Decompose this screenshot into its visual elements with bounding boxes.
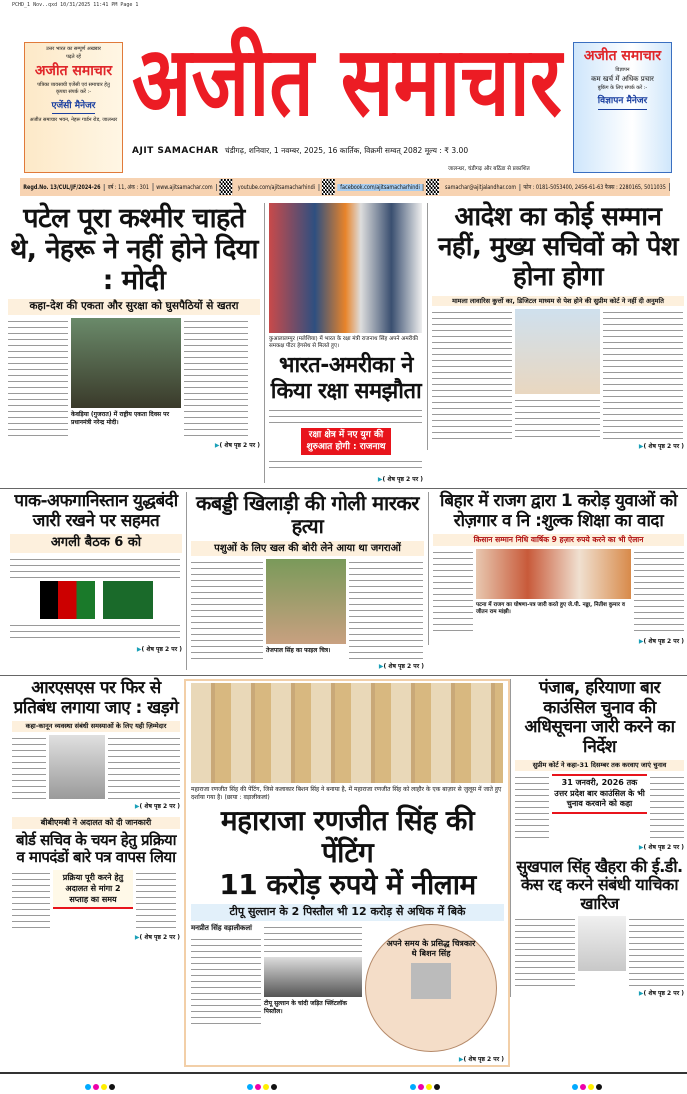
registration-dots [84,1075,116,1094]
continued-link[interactable]: ▶( शेष पृष्ठ 2 पर ) [638,843,684,851]
ranjit-singh-painting [191,683,503,783]
photo-caption: केवड़िया (गुजरात) में राष्ट्रीय एकता दिवस पर प्रधानमंत्री नरेन्द्र मोदी। [71,410,170,426]
website-link[interactable]: www.ajitsamachar.com [153,184,217,191]
continued-link[interactable]: ▶( शेष पृष्ठ 2 पर ) [134,802,180,810]
court-headline: आदेश का कोई सम्मान नहीं, मुख्य सचिवों को पेश होना होगा [437,202,679,292]
ad-text: पत्रिका व्यवसायी एजेंसी एवं समाचार हेतु [37,81,110,88]
painting-caption [191,786,504,802]
modi-story [0,203,264,449]
article-body [8,318,68,438]
ad-text: उत्तर भारत का सम्पूर्ण अखबार [46,46,101,52]
rss-body [12,735,180,799]
rss-subheadline: कहा-कानून व्यवस्था संबंधी समस्याओं के लिए यही ज़िम्मेदार [12,721,180,731]
registration-dots [246,1075,278,1094]
bihar-subheadline: किसान सम्मान निधि वार्षिक 9 हज़ार रुपये करने का भी ऐलान [433,534,684,546]
defense-photo [269,203,422,333]
ad-brand: अजीत समाचार [34,63,113,79]
bishan-singh-circle [365,924,497,1052]
print-color-bar [19,1080,669,1090]
modi-photo [71,318,181,408]
continued-link[interactable]: ▶( शेष पृष्ठ 2 पर ) [638,443,684,451]
dateline [132,146,568,156]
ad-contact: अजीत समाचार भवन, नेहरू गार्डन रोड, जालन्धर [29,117,118,124]
ad-text: कम खर्च में अधिक प्रचार [591,75,654,84]
article-body [349,559,423,659]
byline: मनप्रीत सिंह वड़ालीकलां [191,923,252,932]
article-body [603,309,683,439]
facebook-link[interactable]: facebook.com/ajitsamacharhindi [337,184,424,191]
kabaddi-subheadline: पशुओं के लिए खल की बोरी लेने आया था जगराओं [191,541,424,556]
punjab-highlight-box: 31 जनवरी, 2026 तक उत्तर प्रदेश बार काउंसिल के भी चुनाव करवाने को कहा [552,774,647,814]
published-from: जालन्धर, चंडीगढ़ और बठिंडा से प्रकाशित [448,166,530,172]
right-ad-box [573,42,672,173]
circle-title: अपने समय के प्रसिद्ध चित्रकार थे बिशन सिंह [386,938,476,959]
bihar-headline: बिहार में राजग द्वारा 1 करोड़ युवाओं को रोज़गार व नि :शुल्क शिक्षा का वादा [439,491,678,531]
kabaddi-headline: कबड्डी खिलाड़ी की गोली मारकर हत्या [196,491,419,539]
bbmb-highlight-box: प्रक्रिया पूरी करने हेतु अदालत से मांगा 2 सप्ताह का समय [53,870,133,910]
photo-caption: पटना में राजग का घोषणा-पत्र जारी करते हुए जे.पी. नड्डा, नितीश कुमार व जीतन राम मांझी। [476,602,625,616]
ad-text: पढ़ते रहें [66,53,81,60]
bishan-singh-portrait [411,963,451,999]
registration-dots [409,1075,441,1094]
date-price: चंडीगढ़, शनिवार, 1 नवम्बर, 2025, 16 कार्तिक, विक्रमी सम्वत् 2082 मूल्य : ₹ 3.00 [224,146,469,155]
khaira-headline: सुखपाल सिंह खैहरा की ई.डी. केस रद्द करने संबंधी याचिका खारिज [516,856,683,913]
modi-body [8,318,260,438]
photo-caption: कुआलालम्पुर (मलेशिया) में भारत के रक्षा मंत्री राजनाथ सिंह अपने अमरीकी समकक्ष पीटर हेगसेथ से मिलते हुए। [269,336,418,350]
article-body [264,924,362,954]
continued-link[interactable]: ▶( शेष पृष्ठ 2 पर ) [136,646,182,654]
registration-dots [571,1075,603,1094]
left-lower-column [0,679,184,940]
court-middle [515,309,600,439]
article-body [432,309,512,439]
khaira-photo [578,916,626,971]
article-body [12,735,46,799]
article-body [184,318,248,438]
nda-manifesto-photo [476,549,631,599]
bbmb-subheadline: बीबीएमबी ने अदालत को दी जानकारी [12,817,180,829]
article-body [650,774,684,840]
defense-headline: भारत-अमरीका ने किया रक्षा समझौता [270,353,422,404]
bihar-photo-block [476,549,631,616]
article-body [515,916,575,986]
info-strip-items [20,178,666,196]
rss-headline: आरएसएस पर फिर से प्रतिबंध लगाया जाए : खड़गे [13,678,179,718]
volume-issue: वर्ष : 11, अंक : 301 [105,183,153,191]
modi-subheadline: कहा-देश की एकता और सुरक्षा को घुसपैठियों से खतरा [8,299,260,315]
ad-text: कृपया संपर्क करें :- [55,89,92,96]
court-body [432,309,684,439]
painting-headline-line1: महाराजा रणजीत सिंह की पेंटिंग [220,803,475,870]
painting-headline [191,805,504,902]
row-top-stories [0,200,687,489]
kabaddi-body [191,559,424,659]
article-body [108,735,180,799]
bihar-story [428,492,687,645]
defense-story [264,203,427,483]
painting-story-frame [184,679,510,1066]
punjab-headline: पंजाब, हरियाणा बार काउंसिल चुनाव की अधिसूचना जारी करने का निर्देश [524,678,675,757]
phone-fax: फोन : 0181-5053400, 2456-61-63 फैक्स : 2280165, 5011035 [520,183,670,191]
pakistan-flag [103,581,153,619]
article-body [515,774,549,840]
article-body [10,622,180,642]
front-page-body [0,200,687,1090]
ad-brand: अजीत समाचार [583,48,662,64]
continued-link[interactable]: ▶( शेष पृष्ठ 2 पर ) [638,990,684,998]
photo-caption: तेजपाल सिंह का फाइल चित्र। [266,647,331,655]
modi-photo-block [71,318,181,427]
flags [10,581,182,619]
afghanistan-flag [40,581,95,619]
kharge-photo [49,735,105,799]
painting-col2 [264,924,362,1016]
supreme-court-photo [515,309,600,394]
article-body [269,458,422,472]
photo-caption: टीपू सुल्तान के चांदी जड़ित फ्लिंटलॉक पिस्तौल। [264,999,347,1015]
article-body [515,397,600,439]
photo-credit: (छाया : वड़ालीकलां) [224,794,270,802]
article-body [136,870,176,930]
bbmb-headline: बोर्ड सचिव के चयन हेतु प्रक्रिया व मापदंडों बारे पत्र वापस लिया [15,831,177,867]
email-link[interactable]: samachar@ajitjalandhar.com [442,184,520,191]
kabaddi-story [186,492,428,670]
ad-text: बुकिंग के लिए संपर्क करें :- [597,84,648,91]
info-strip [20,178,670,196]
article-body [12,870,50,930]
khaira-body [515,916,684,986]
qr-code-icon [219,179,232,195]
continued-link[interactable]: ▶( शेष पृष्ठ 2 पर ) [377,476,423,484]
ad-manager: विज्ञापन मैनेजर [598,95,647,110]
left-ad-box [24,42,123,173]
regd-no: Regd.No. 13/CUL/JF/2024-26 [20,184,105,191]
continued-link[interactable]: ▶( शेष पृष्ठ 2 पर ) [214,441,260,449]
english-name: AJIT SAMACHAR [132,146,219,156]
article-body [191,559,263,659]
pak-headline: पाक-अफगानिस्तान युद्धबंदी जारी रखने पर सहमत [14,491,178,531]
row-lower-stories [0,676,687,1073]
youtube-link[interactable]: youtube.com/ajitsamacharhindi [235,184,320,191]
qr-code-icon [426,179,439,195]
article-body [433,549,473,634]
painting-subheadline: टीपू सुल्तान के 2 पिस्तौल भी 12 करोड़ से अधिक में बिके [191,904,504,920]
print-slug: PCHD_1 Nov..qxd 10/31/2025 11:41 PM Page 1 [12,2,139,8]
pak-story [0,492,186,653]
court-story [427,203,687,450]
continued-link[interactable]: ▶( शेष पृष्ठ 2 पर ) [378,663,424,671]
row-second-stories [0,489,687,676]
pak-subheadline: अगली बैठक 6 को [10,534,182,553]
punjab-subheadline: सुप्रीम कोर्ट ने कहा-31 दिसम्बर तक करवाए जाएं चुनाव [515,760,684,770]
pistol-photo [264,957,362,997]
painting-headline-line2: 11 करोड़ रुपये में नीलाम [219,868,476,902]
caption-text: महाराजा रणजीत सिंह की पेंटिंग, जिसे कलाकार बिशन सिंह ने बनाया है, में महाराजा रणजीत सिंह को लाहौर के एक बाज़ार से जुलूस में जाते हुए दर्शाया गया है। [191,786,502,802]
painting-col1 [191,924,261,1026]
ad-text: विज्ञापन [615,66,630,73]
punjab-body [515,774,684,840]
article-body [629,916,684,986]
bbmb-body [12,870,180,930]
article-body [269,407,422,425]
masthead-title: अजीत समाचार [132,26,562,139]
right-lower-column [510,679,687,997]
article-body [634,549,684,634]
ad-manager: एजेंसी मैनेजर [52,100,96,115]
modi-headline: पटेल पूरा कश्मीर चाहते थे, नेहरू ने नहीं होने दिया : मोदी [10,203,258,297]
continued-link[interactable]: ▶( शेष पृष्ठ 2 पर ) [134,933,180,941]
article-body [10,556,180,578]
kabaddi-photo-block [266,559,346,655]
continued-link[interactable]: ▶( शेष पृष्ठ 2 पर ) [638,638,684,646]
qr-code-icon [322,179,335,195]
continued-link[interactable]: ▶( शेष पृष्ठ 2 पर ) [458,1055,504,1063]
bihar-body [433,549,684,634]
tejpal-photo [266,559,346,644]
court-subheadline: मामला लावारिस कुत्तों का, डिजिटल माध्यम से पेश होने की सुप्रीम कोर्ट ने नहीं दी अनुमति [432,296,684,306]
painting-body [191,924,504,1052]
article-body [191,936,261,1026]
highlight-box: रक्षा क्षेत्र में नए युग की शुरुआत होगी : राजनाथ [301,428,391,455]
